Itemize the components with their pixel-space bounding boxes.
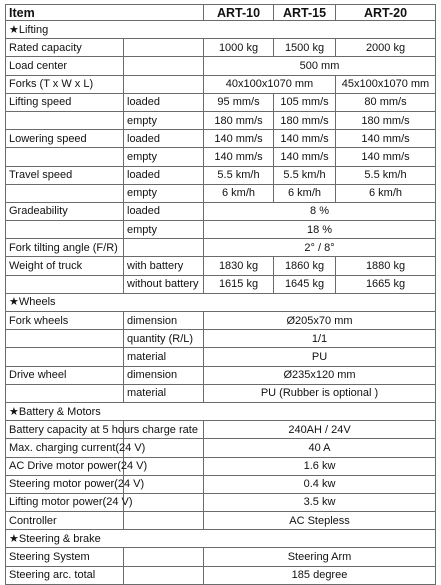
table-row [6, 493, 436, 511]
header-item: Item [6, 5, 204, 21]
row-label: Lifting motor power(24 V) [6, 493, 124, 511]
row-sublabel [124, 57, 204, 75]
model-value-cell: 5.5 km/h [336, 166, 436, 184]
model-value-cell: 95 mm/s [204, 93, 274, 111]
model-value-cell: 2000 kg [336, 39, 436, 57]
header-model-art-15: ART-15 [274, 5, 336, 21]
table-row [6, 439, 436, 457]
model-value-cell: 1645 kg [274, 275, 336, 293]
shared-value-cell: 500 mm [204, 57, 436, 75]
shared-value-cell: 0.4 kw [204, 475, 436, 493]
row-label [6, 184, 124, 202]
section-title: ★Steering & brake [6, 530, 436, 548]
shared-value-cell: 40x100x1070 mm [204, 75, 336, 93]
table-row [6, 184, 436, 202]
row-sublabel: material [124, 348, 204, 366]
table-row [6, 221, 436, 239]
model-value-cell: 6 km/h [336, 184, 436, 202]
table-row [6, 384, 436, 402]
row-sublabel: with battery [124, 257, 204, 275]
table-row [6, 148, 436, 166]
section-header-row [6, 530, 436, 548]
row-sublabel [124, 75, 204, 93]
table-row [6, 93, 436, 111]
table-row [6, 75, 436, 93]
row-label: Travel speed [6, 166, 124, 184]
table-row [6, 166, 436, 184]
section-title: ★Lifting [6, 21, 436, 39]
row-label: Max. charging current(24 V) [6, 439, 124, 457]
row-sublabel: quantity (R/L) [124, 330, 204, 348]
row-label: Forks (T x W x L) [6, 75, 124, 93]
row-sublabel [124, 566, 204, 584]
row-label: Load center [6, 57, 124, 75]
table-row [6, 512, 436, 530]
table-row [6, 275, 436, 293]
header-row [6, 5, 436, 21]
row-label [6, 221, 124, 239]
row-sublabel [124, 548, 204, 566]
shared-value-cell: 3.5 kw [204, 493, 436, 511]
model-value-cell: 1665 kg [336, 275, 436, 293]
model-value-cell: 1880 kg [336, 257, 436, 275]
row-label: Fork wheels [6, 312, 124, 330]
table-row [6, 548, 436, 566]
shared-value-cell: 240AH / 24V [204, 421, 436, 439]
row-sublabel: loaded [124, 166, 204, 184]
model-value-cell: 6 km/h [274, 184, 336, 202]
table-row [6, 111, 436, 129]
table-row [6, 57, 436, 75]
row-label: AC Drive motor power(24 V) [6, 457, 124, 475]
row-label: Drive wheel [6, 366, 124, 384]
row-sublabel: empty [124, 148, 204, 166]
table-row [6, 202, 436, 220]
row-label: Weight of truck [6, 257, 124, 275]
row-sublabel [124, 239, 204, 257]
header-model-art-20: ART-20 [336, 5, 436, 21]
row-label [6, 330, 124, 348]
model-value-cell: 1860 kg [274, 257, 336, 275]
row-sublabel: empty [124, 111, 204, 129]
section-header-row [6, 402, 436, 420]
model-value-cell: 140 mm/s [336, 130, 436, 148]
table-row [6, 366, 436, 384]
model-value-cell: 45x100x1070 mm [336, 75, 436, 93]
model-value-cell: 180 mm/s [204, 111, 274, 129]
shared-value-cell: AC Stepless [204, 512, 436, 530]
row-label: Controller [6, 512, 124, 530]
model-value-cell: 140 mm/s [204, 130, 274, 148]
shared-value-cell: 8 % [204, 202, 436, 220]
shared-value-cell: 40 A [204, 439, 436, 457]
table-row [6, 239, 436, 257]
shared-value-cell: 18 % [204, 221, 436, 239]
section-title: ★Wheels [6, 293, 436, 311]
section-header-row [6, 21, 436, 39]
header-model-art-10: ART-10 [204, 5, 274, 21]
model-value-cell: 1615 kg [204, 275, 274, 293]
section-title: ★Battery & Motors [6, 402, 436, 420]
row-label [6, 275, 124, 293]
shared-value-cell: 1.6 kw [204, 457, 436, 475]
row-label [6, 384, 124, 402]
shared-value-cell: 2° / 8° [204, 239, 436, 257]
model-value-cell: 80 mm/s [336, 93, 436, 111]
section-header-row [6, 293, 436, 311]
model-value-cell: 180 mm/s [336, 111, 436, 129]
model-value-cell: 140 mm/s [274, 148, 336, 166]
shared-value-cell: 185 degree [204, 566, 436, 584]
row-sublabel: loaded [124, 202, 204, 220]
row-label [6, 348, 124, 366]
table-row [6, 39, 436, 57]
row-label: Lowering speed [6, 130, 124, 148]
row-sublabel [124, 512, 204, 530]
spec-table-body [6, 5, 436, 585]
model-value-cell: 1000 kg [204, 39, 274, 57]
row-sublabel [124, 39, 204, 57]
model-value-cell: 140 mm/s [336, 148, 436, 166]
model-value-cell: 1500 kg [274, 39, 336, 57]
table-row [6, 421, 436, 439]
table-row [6, 457, 436, 475]
spec-table [5, 4, 436, 585]
row-label [6, 111, 124, 129]
shared-value-cell: PU [204, 348, 436, 366]
row-sublabel: without battery [124, 275, 204, 293]
row-sublabel: dimension [124, 366, 204, 384]
model-value-cell: 140 mm/s [274, 130, 336, 148]
table-row [6, 257, 436, 275]
shared-value-cell: 1/1 [204, 330, 436, 348]
table-row [6, 312, 436, 330]
model-value-cell: 5.5 km/h [204, 166, 274, 184]
row-label: Steering System [6, 548, 124, 566]
shared-value-cell: Steering Arm [204, 548, 436, 566]
table-row [6, 130, 436, 148]
model-value-cell: 5.5 km/h [274, 166, 336, 184]
row-label: Lifting speed [6, 93, 124, 111]
model-value-cell: 140 mm/s [204, 148, 274, 166]
row-sublabel: loaded [124, 130, 204, 148]
model-value-cell: 6 km/h [204, 184, 274, 202]
row-sublabel: empty [124, 221, 204, 239]
row-label [6, 148, 124, 166]
shared-value-cell: PU (Rubber is optional ) [204, 384, 436, 402]
row-label: Steering arc. total [6, 566, 124, 584]
row-label: Fork tilting angle (F/R) [6, 239, 124, 257]
table-row [6, 330, 436, 348]
row-sublabel: material [124, 384, 204, 402]
model-value-cell: 1830 kg [204, 257, 274, 275]
shared-value-cell: Ø235x120 mm [204, 366, 436, 384]
table-row [6, 475, 436, 493]
row-label: Gradeability [6, 202, 124, 220]
shared-value-cell: Ø205x70 mm [204, 312, 436, 330]
row-label: Steering motor power(24 V) [6, 475, 124, 493]
table-row [6, 566, 436, 584]
row-sublabel: loaded [124, 93, 204, 111]
row-label: Battery capacity at 5 hours charge rate [6, 421, 124, 439]
model-value-cell: 105 mm/s [274, 93, 336, 111]
row-sublabel: empty [124, 184, 204, 202]
row-sublabel [124, 493, 204, 511]
table-row [6, 348, 436, 366]
row-sublabel: dimension [124, 312, 204, 330]
model-value-cell: 180 mm/s [274, 111, 336, 129]
row-label: Rated capacity [6, 39, 124, 57]
